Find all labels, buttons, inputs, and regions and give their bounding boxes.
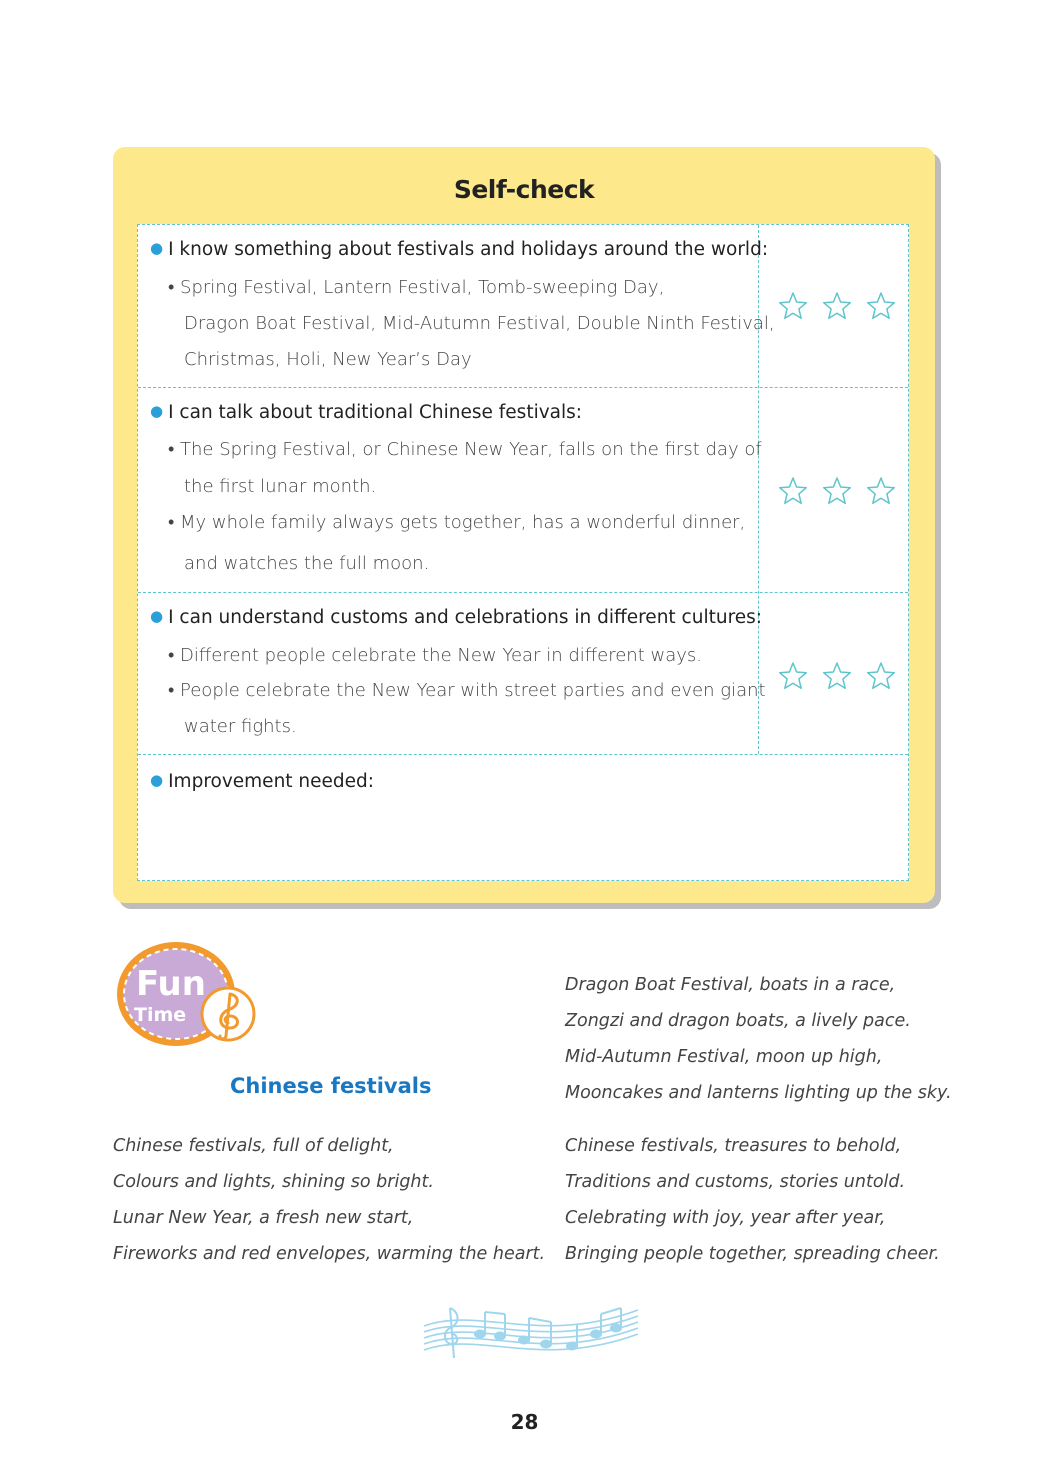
row-3-heading: ● I can understand customs and celebrations in different cultures: xyxy=(150,607,763,628)
poem-line: Dragon Boat Festival, boats in a race, xyxy=(565,975,896,995)
poem-line: Fireworks and red envelopes, warming the heart. xyxy=(113,1244,546,1264)
star-icon[interactable] xyxy=(780,293,807,318)
music-staff-decoration xyxy=(420,1296,642,1368)
row-1-line: • Spring Festival, Lantern Festival, Tomb-sweeping Day, xyxy=(168,277,665,298)
poem-line: Zongzi and dragon boats, a lively pace. xyxy=(565,1011,911,1031)
panel-title: Self-check xyxy=(453,175,595,204)
row-3-line: • Different people celebrate the New Year in different ways. xyxy=(168,645,702,666)
poem-line: Celebrating with joy, year after year, xyxy=(565,1208,886,1228)
row-2-line: • My whole family always gets together, has a wonderful dinner, xyxy=(168,512,746,533)
star-icon[interactable] xyxy=(824,293,851,318)
row-2-line: the first lunar month. xyxy=(184,476,377,497)
treble-clef-icon xyxy=(202,988,254,1040)
star-rating-row-2[interactable] xyxy=(778,476,896,506)
page-number: 28 xyxy=(510,1410,539,1434)
star-icon[interactable] xyxy=(780,478,807,503)
star-rating-row-3[interactable] xyxy=(778,661,896,691)
row-1-heading: ● I know something about festivals and holidays around the world: xyxy=(150,239,769,260)
row-2-heading: ● I can talk about traditional Chinese festivals: xyxy=(150,402,583,423)
row-2-line: • The Spring Festival, or Chinese New Year, falls on the first day of xyxy=(168,439,762,460)
self-check-panel xyxy=(113,147,935,903)
poem-title: Chinese festivals xyxy=(230,1074,432,1098)
star-icon[interactable] xyxy=(824,663,851,688)
badge-word-fun: Fun xyxy=(136,964,206,1004)
fun-time-badge xyxy=(116,940,258,1048)
row-1-line: Dragon Boat Festival, Mid-Autumn Festival, Double Ninth Festival, xyxy=(184,313,775,334)
improvement-label: ● Improvement needed: xyxy=(150,771,375,792)
poem-line: Traditions and customs, stories untold. xyxy=(565,1172,906,1192)
poem-line: Colours and lights, shining so bright. xyxy=(113,1172,434,1192)
poem-line: Mid-Autumn Festival, moon up high, xyxy=(565,1047,883,1067)
star-icon[interactable] xyxy=(868,663,895,688)
poem-line: Chinese festivals, treasures to behold, xyxy=(565,1136,902,1156)
row-divider xyxy=(138,754,908,755)
star-rating-row-1[interactable] xyxy=(778,291,896,321)
column-divider xyxy=(758,225,759,754)
poem-line: Lunar New Year, a fresh new start, xyxy=(113,1208,414,1228)
row-1-line: Christmas, Holi, New Year’s Day xyxy=(184,349,472,370)
row-2-line: and watches the full moon. xyxy=(184,553,430,574)
row-3-line: • People celebrate the New Year with street parties and even giant xyxy=(168,680,766,701)
row-divider xyxy=(138,387,908,388)
self-check-grid xyxy=(137,224,909,881)
poem-line: Mooncakes and lanterns lighting up the sky. xyxy=(565,1083,952,1103)
row-divider xyxy=(138,592,908,593)
star-icon[interactable] xyxy=(824,478,851,503)
poem-line: Bringing people together, spreading cheer. xyxy=(565,1244,940,1264)
poem-line: Chinese festivals, full of delight, xyxy=(113,1136,394,1156)
row-3-line: water fights. xyxy=(184,716,297,737)
badge-word-time: Time xyxy=(134,1004,187,1026)
star-icon[interactable] xyxy=(868,478,895,503)
star-icon[interactable] xyxy=(868,293,895,318)
star-icon[interactable] xyxy=(780,663,807,688)
